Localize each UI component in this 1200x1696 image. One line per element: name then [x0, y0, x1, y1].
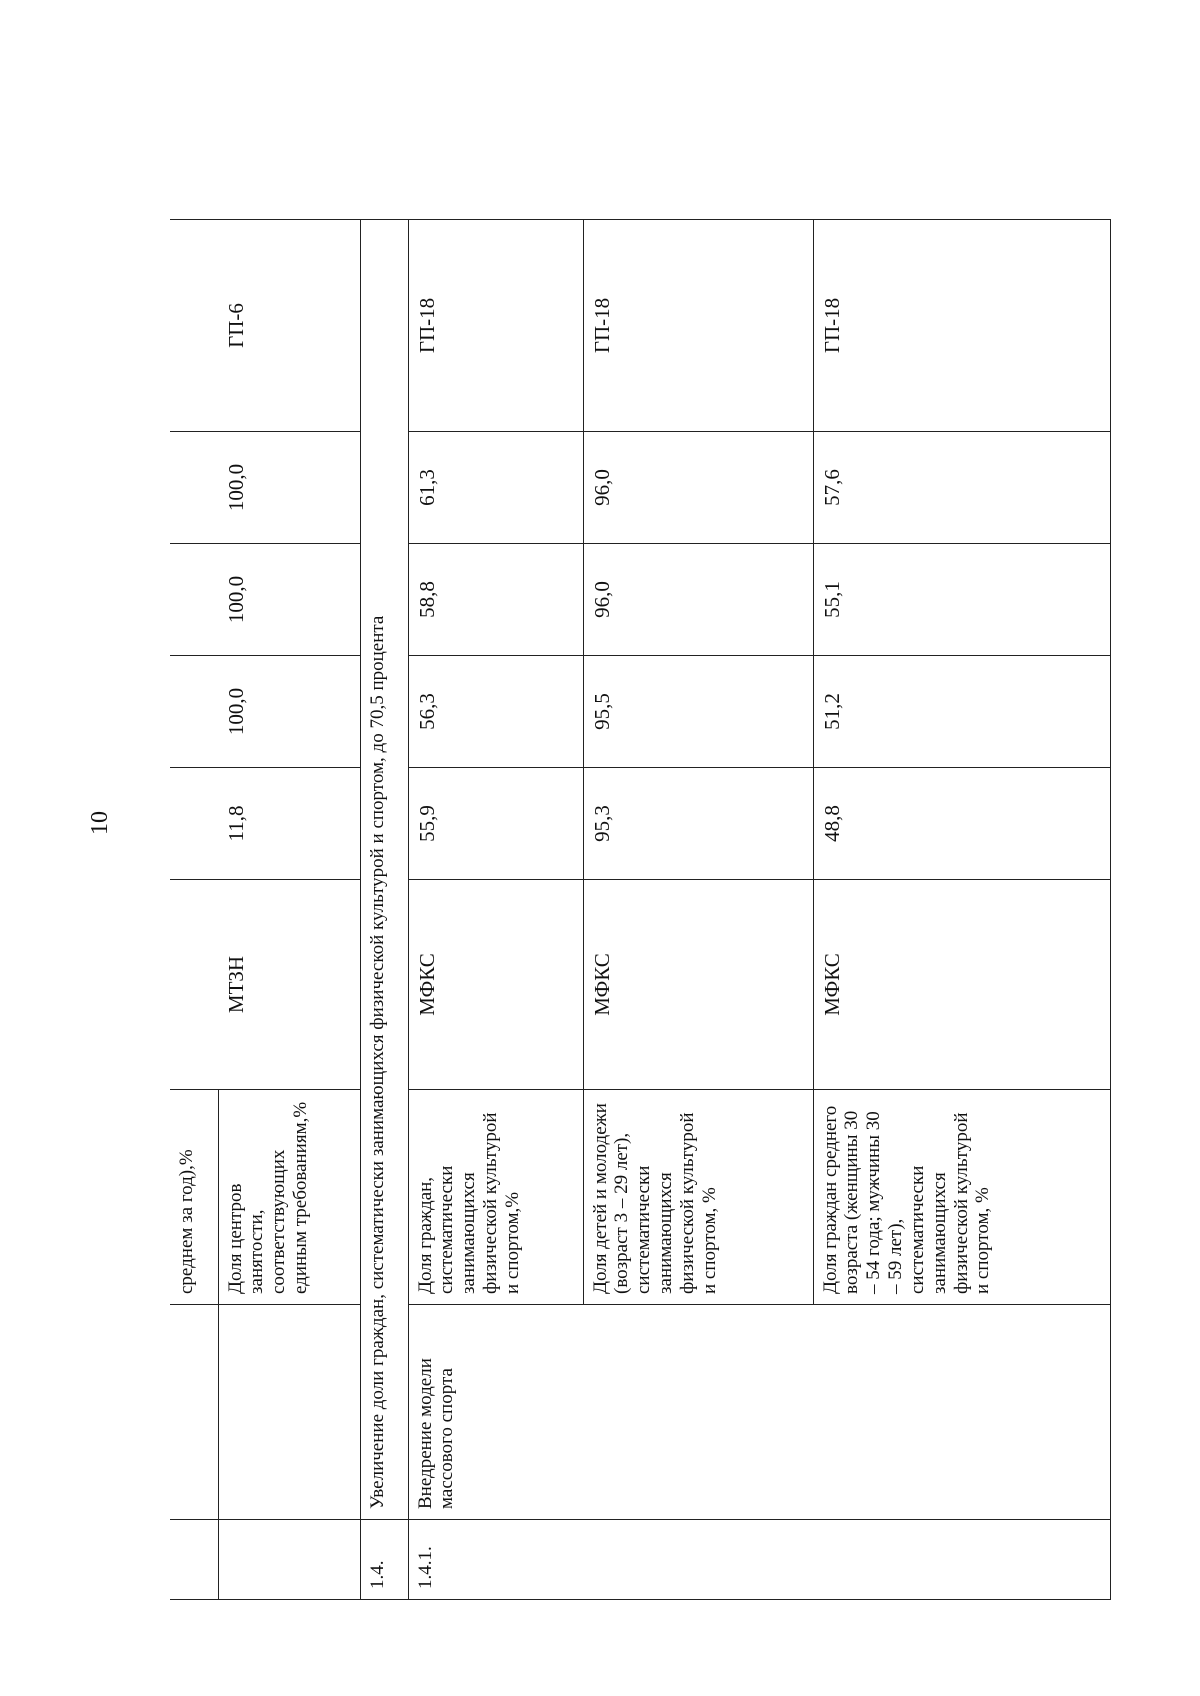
indicators-table	[170, 219, 1111, 1600]
section-number: 1.4.	[360, 1520, 408, 1600]
value-cell: 96,0	[583, 432, 813, 544]
value-cell: 100,0	[218, 544, 360, 656]
table-row	[218, 220, 360, 1600]
rotated-table-container	[170, 220, 1110, 1600]
program-cell: ГП-18	[813, 220, 1110, 432]
program-cell	[170, 220, 218, 432]
value-cell: 58,8	[408, 544, 583, 656]
source-cell: МФКС	[408, 880, 583, 1090]
source-cell: МФКС	[813, 880, 1110, 1090]
section-title: Увеличение доли граждан, систематически занимающихся физической культурой и спортом, до 70,5 процента	[360, 220, 408, 1520]
row-name-cell	[218, 1305, 360, 1520]
value-cell: 55,9	[408, 768, 583, 880]
indicator-cell: Доля граждан, систематически занимающихся физической культурой и спортом,%	[408, 1090, 583, 1305]
value-cell: 100,0	[218, 432, 360, 544]
indicator-cell: Доля центров занятости, соответствующих единым требованиям,%	[218, 1090, 360, 1305]
indicator-cell: среднем за год),%	[170, 1090, 218, 1305]
page-number: 10	[87, 811, 113, 835]
indicator-cell: Доля детей и молодежи (возраст 3 – 29 лет), систематически занимающихся физической культурой и спортом, %	[583, 1090, 813, 1305]
program-cell: ГП-18	[408, 220, 583, 432]
row-num-cell	[218, 1520, 360, 1600]
table-row	[408, 220, 583, 1600]
subsection-name: Внедрение модели массового спорта	[408, 1305, 1110, 1520]
value-cell: 11,8	[218, 768, 360, 880]
row-num-cell	[170, 1520, 218, 1600]
section-row	[360, 220, 408, 1600]
indicator-cell: Доля граждан среднего возраста (женщины 30 – 54 года; мужчины 30 – 59 лет), систематически занимающихся физической культурой и спортом, %	[813, 1090, 1110, 1305]
value-cell: 57,6	[813, 432, 1110, 544]
value-cell: 51,2	[813, 656, 1110, 768]
source-cell: МФКС	[583, 880, 813, 1090]
value-cell: 95,5	[583, 656, 813, 768]
table-row	[170, 220, 218, 1600]
source-cell	[170, 880, 218, 1090]
value-cell: 48,8	[813, 768, 1110, 880]
value-cell: 56,3	[408, 656, 583, 768]
row-name-cell	[170, 1305, 218, 1520]
value-cell	[170, 432, 218, 544]
value-cell	[170, 768, 218, 880]
source-cell: МТЗН	[218, 880, 360, 1090]
value-cell: 96,0	[583, 544, 813, 656]
value-cell	[170, 656, 218, 768]
program-cell: ГП-18	[583, 220, 813, 432]
program-cell: ГП-6	[218, 220, 360, 432]
value-cell: 95,3	[583, 768, 813, 880]
value-cell	[170, 544, 218, 656]
subsection-number: 1.4.1.	[408, 1520, 1110, 1600]
value-cell: 100,0	[218, 656, 360, 768]
value-cell: 61,3	[408, 432, 583, 544]
value-cell: 55,1	[813, 544, 1110, 656]
